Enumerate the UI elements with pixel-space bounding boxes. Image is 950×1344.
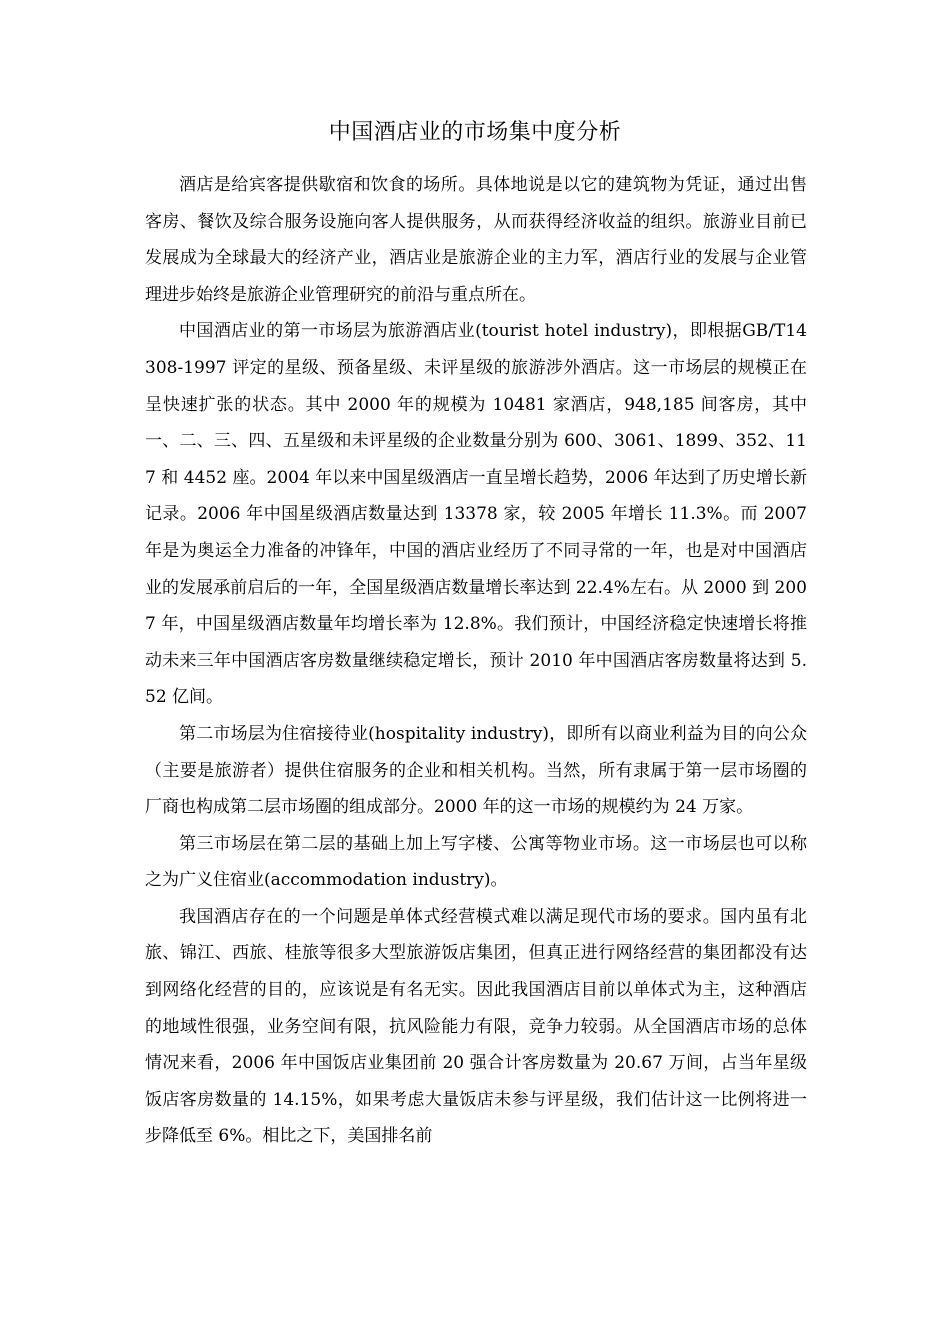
paragraph-operation-problem: 我国酒店存在的一个问题是单体式经营模式难以满足现代市场的要求。国内虽有北旅、锦江、西旅、桂旅等很多大型旅游饭店集团，但真正进行网络经营的集团都没有达到网络化经营的目的，应该说是有名无实。因此我国酒店目前以单体式为主，这种酒店的地域性很强，业务空间有限，抗风险能力有限，竞争力较弱。从全国酒店市场的总体情况来看，2006 年中国饭店业集团前 20 强合计客房数量为 20.67 万间，占当年星级饭店客房数量的 14.15%，如果考虑大量饭店未参与评星级，我们估计这一比例将进一步降低至 6%。相比之下，美国排名前 (145, 906, 807, 1147)
paragraph-first-market-layer: 中国酒店业的第一市场层为旅游酒店业(tourist hotel industry)，即根据GB/T14308-1997 评定的星级、预备星级、未评星级的旅游涉外酒店。这一市场层的规模正在呈快速扩张的状态。其中 2000 年的规模为 10481 家酒店，948,185 间客房，其中一、二、三、四、五星级和未评星级的企业数量分别为 600、3061、1899、352、117 和 4452 座。2004 年以来中国星级酒店一直呈增长趋势，2006 年达到了历史增长新记录。2006 年中国星级酒店数量达到 13378 家，较 2005 年增长 11.3%。而 2007 年是为奥运全力准备的冲锋年，中国的酒店业经历了不同寻常的一年，也是对中国酒店业的发展承前启后的一年，全国星级酒店数量增长率达到 22.4%左右。从 2000 到 2007 年，中国星级酒店数量年均增长率为 12.8%。我们预计，中国经济稳定快速增长将推动未来三年中国酒店客房数量继续稳定增长，预计 2010 年中国酒店客房数量将达到 5.52 亿间。 (145, 321, 807, 708)
document-title: 中国酒店业的市场集中度分析 (328, 120, 622, 145)
paragraph-second-market-layer: 第二市场层为住宿接待业(hospitality industry)，即所有以商业利益为目的向公众（主要是旅游者）提供住宿服务的企业和相关机构。当然，所有隶属于第一层市场圈的厂商也构成第二层市场圈的组成部分。2000 年的这一市场的规模约为 24 万家。 (145, 723, 807, 818)
paragraph-hotel-definition: 酒店是给宾客提供歇宿和饮食的场所。具体地说是以它的建筑物为凭证，通过出售客房、餐饮及综合服务设施向客人提供服务，从而获得经济收益的组织。旅游业目前已发展成为全球最大的经济产业，酒店业是旅游企业的主力军，酒店行业的发展与企业管理进步始终是旅游企业管理研究的前沿与重点所在。 (145, 175, 807, 305)
document-body (145, 167, 807, 1155)
paragraph-third-market-layer: 第三市场层在第二层的基础上加上写字楼、公寓等物业市场。这一市场层也可以称之为广义住宿业(accommodation industry)。 (145, 833, 807, 891)
